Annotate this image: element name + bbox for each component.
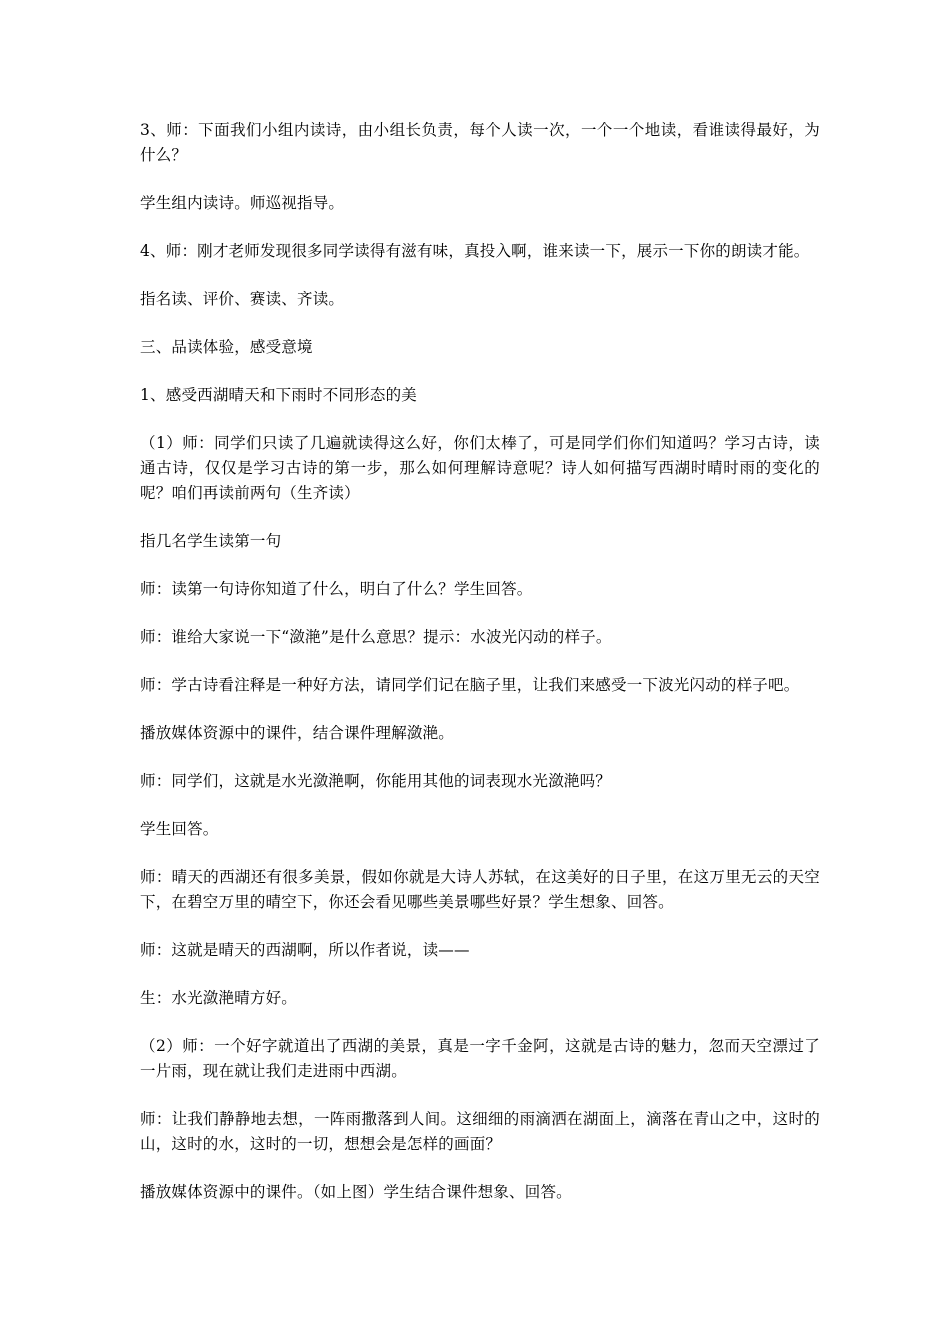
paragraph-lianyan-meaning: 师：谁给大家说一下“潋滟”是什么意思？提示：水波光闪动的样子。 bbox=[140, 628, 612, 646]
paragraph-step-1: （1）师：同学们只读了几遍就读得这么好，你们太棒了，可是同学们你们知道吗？学习古诗，读通古诗，仅仅是学习古诗的第一步，那么如何理解诗意呢？诗人如何描写西湖时晴时雨的变化的呢？咱们再读前两句（生齐读） bbox=[140, 434, 820, 502]
paragraph-annotation-method: 师：学古诗看注释是一种好方法，请同学们记在脑子里，让我们来感受一下波光闪动的样子吧。 bbox=[140, 676, 800, 694]
paragraph-reading-methods: 指名读、评价、赛读、齐读。 bbox=[140, 290, 345, 308]
paragraph-question-first-line: 师：读第一句诗你知道了什么，明白了什么？学生回答。 bbox=[140, 580, 533, 598]
paragraph-teacher-read: 师：这就是晴天的西湖啊，所以作者说，读—— bbox=[140, 941, 470, 959]
paragraph-step-2: （2）师：一个好字就道出了西湖的美景，真是一字千金阿，这就是古诗的魅力，忽而天空漂过了一片雨，现在就让我们走进雨中西湖。 bbox=[140, 1037, 820, 1080]
paragraph-group-reading-note: 学生组内读诗。师巡视指导。 bbox=[140, 194, 345, 212]
paragraph-play-courseware-2: 播放媒体资源中的课件。（如上图）学生结合课件想象、回答。 bbox=[140, 1183, 572, 1201]
paragraph-rain-imagine: 师：让我们静静地去想，一阵雨撒落到人间。这细细的雨滴洒在湖面上，滴落在青山之中，这时的山，这时的水，这时的一切，想想会是怎样的画面？ bbox=[140, 1110, 820, 1153]
paragraph-play-courseware: 播放媒体资源中的课件，结合课件理解潋滟。 bbox=[140, 724, 455, 742]
paragraph-group-reading: 3、师：下面我们小组内读诗，由小组长负责，每个人读一次，一个一个地读，看谁读得最好，为什么？ bbox=[140, 121, 820, 164]
paragraph-show-reading: 4、师：刚才老师发现很多同学读得有滋有味，真投入啊，谁来读一下，展示一下你的朗读才能。 bbox=[140, 242, 810, 260]
paragraph-student-line: 生：水光潋滟晴方好。 bbox=[140, 989, 298, 1007]
section-heading-appreciation: 三、品读体验，感受意境 bbox=[140, 338, 313, 356]
paragraph-other-words: 师：同学们，这就是水光潋滟啊，你能用其他的词表现水光潋滟吗？ bbox=[140, 772, 612, 790]
paragraph-student-answer: 学生回答。 bbox=[140, 820, 219, 838]
subheading-west-lake-beauty: 1、感受西湖晴天和下雨时不同形态的美 bbox=[140, 386, 417, 404]
document-body bbox=[140, 118, 820, 1228]
paragraph-sunny-scenery: 师：晴天的西湖还有很多美景，假如你就是大诗人苏轼，在这美好的日子里，在这万里无云的天空下，在碧空万里的晴空下，你还会看见哪些美景哪些好景？学生想象、回答。 bbox=[140, 868, 820, 911]
paragraph-first-line-reading: 指几名学生读第一句 bbox=[140, 532, 282, 550]
